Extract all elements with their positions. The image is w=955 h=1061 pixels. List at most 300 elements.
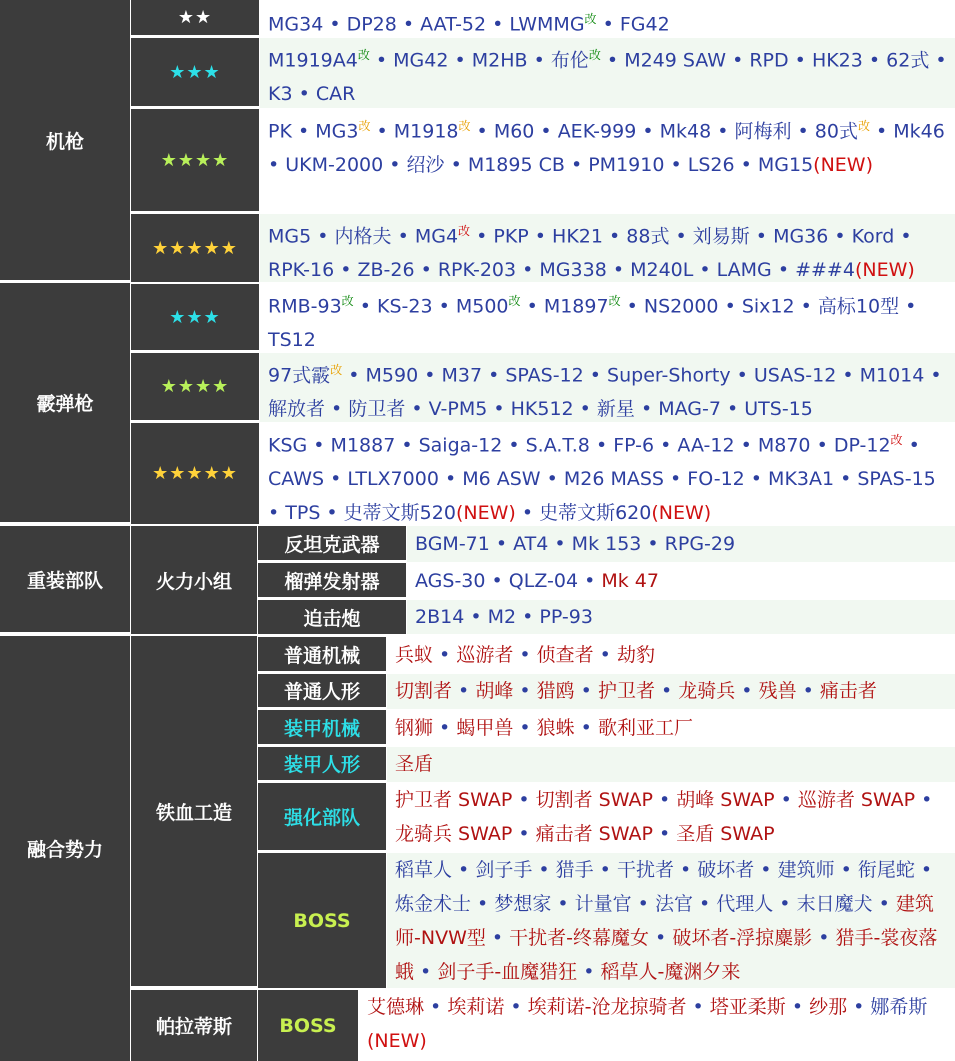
separator-dot: • — [433, 717, 457, 739]
separator-dot: • — [424, 996, 448, 1018]
separator-dot: • — [515, 502, 540, 524]
list-item-link[interactable]: MG338 — [539, 259, 607, 282]
separator-dot: • — [370, 120, 394, 143]
separator-dot: • — [482, 364, 506, 387]
list-item-link[interactable]: K3 — [268, 83, 293, 106]
list-item-link[interactable]: M870 — [757, 434, 811, 457]
list-item-link[interactable]: 阿梅利 — [734, 120, 792, 143]
list-item-link[interactable]: M26 MASS — [563, 468, 664, 491]
list-item-link[interactable]: RPK-203 — [437, 259, 517, 282]
separator-dot: • — [528, 225, 553, 248]
separator-dot: • — [649, 927, 673, 949]
separator-dot: • — [872, 893, 896, 915]
separator-dot: • — [334, 259, 358, 282]
weapon-list — [407, 600, 955, 634]
list-item-link[interactable]: HK512 — [510, 398, 574, 421]
separator-dot: • — [720, 398, 745, 421]
separator-dot: • — [634, 398, 659, 421]
weapon-list — [260, 214, 955, 282]
list-item-link[interactable]: Mk46 — [893, 120, 945, 143]
list-item-link[interactable]: M1918 — [393, 120, 459, 143]
list-item-link[interactable]: 62式 — [886, 49, 930, 72]
separator-dot: • — [730, 364, 754, 387]
enemy-list — [387, 783, 955, 852]
list-item-link[interactable]: M590 — [365, 364, 419, 387]
separator-dot: • — [664, 468, 688, 491]
list-item-link[interactable]: 内格夫 — [334, 225, 392, 248]
list-item-link[interactable]: AGS-30 — [415, 570, 486, 592]
rating-4-star: ★★★★ — [131, 109, 259, 213]
separator-dot: • — [673, 859, 698, 881]
separator-dot: • — [470, 120, 494, 143]
list-item-link[interactable]: 剑子手 — [475, 859, 533, 881]
list-item-link[interactable]: FP-6 — [613, 434, 655, 457]
separator-dot: • — [899, 295, 917, 318]
list-item-link[interactable]: 圣盾 — [395, 753, 434, 775]
separator-dot: • — [593, 859, 617, 881]
separator-dot: • — [915, 789, 933, 811]
subcat-regular-humanoid: 普通人形 — [258, 674, 386, 709]
list-item-link[interactable]: TPS — [285, 502, 321, 524]
mod-badge: 改 — [588, 48, 601, 62]
list-item-link[interactable]: FG42 — [619, 13, 670, 36]
separator-dot: • — [383, 154, 407, 177]
separator-dot: • — [744, 468, 769, 491]
separator-dot: • — [583, 364, 608, 387]
separator-dot: • — [486, 13, 510, 36]
subcat-enhanced-unit: 强化部队 — [258, 783, 386, 852]
separator-dot: • — [929, 49, 947, 72]
mod-badge: 改 — [357, 48, 370, 62]
separator-dot: • — [418, 364, 442, 387]
weapon-list — [260, 353, 955, 422]
subcat-armored-mech: 装甲机械 — [258, 710, 386, 746]
list-item-link[interactable]: 塔亚柔斯 — [709, 996, 786, 1018]
new-badge: (NEW) — [455, 502, 516, 524]
list-item-link[interactable]: 埃莉诺 — [447, 996, 505, 1018]
list-item-link[interactable]: ###4 — [795, 259, 855, 282]
list-item-link[interactable]: M6 ASW — [462, 468, 541, 491]
separator-dot: • — [796, 680, 820, 702]
list-item-link[interactable]: 稻草人 — [395, 859, 453, 881]
separator-dot: • — [551, 893, 575, 915]
list-item-link[interactable]: 2B14 — [415, 606, 465, 628]
enemy-list — [387, 674, 955, 709]
list-item-link[interactable]: BGM-71 — [415, 533, 490, 555]
list-item-link[interactable]: 80式 — [814, 120, 858, 143]
separator-dot: • — [602, 225, 627, 248]
enemy-list — [387, 747, 955, 782]
list-item-link[interactable]: M249 SAW — [624, 49, 727, 72]
list-item-link[interactable]: LS26 — [687, 154, 735, 177]
list-item-link[interactable]: 干扰者 — [616, 859, 674, 881]
list-item-link[interactable]: CAR — [315, 83, 356, 106]
subcat-boss: BOSS — [258, 853, 386, 988]
weapon-list — [407, 563, 955, 599]
weapon-list — [260, 284, 955, 352]
separator-dot: • — [323, 13, 347, 36]
separator-dot: • — [369, 49, 394, 72]
separator-dot: • — [834, 859, 858, 881]
weapon-list — [260, 2, 955, 36]
separator-dot: • — [433, 644, 457, 666]
separator-dot: • — [405, 398, 429, 421]
list-item-link[interactable]: MG5 — [268, 225, 312, 248]
list-item-link[interactable]: MG42 — [393, 49, 449, 72]
separator-dot: • — [574, 717, 598, 739]
mod-badge: 改 — [330, 363, 343, 377]
list-item-link[interactable]: 新星 — [596, 398, 635, 421]
separator-dot: • — [693, 259, 717, 282]
list-item-link[interactable]: MG3 — [315, 120, 359, 143]
mod-badge: 改 — [584, 12, 597, 26]
separator-dot: • — [432, 295, 456, 318]
weapon-list — [407, 526, 955, 562]
separator-dot: • — [692, 893, 717, 915]
list-item-link[interactable]: 史蒂文斯520 — [343, 502, 456, 524]
list-item-link[interactable]: S.A.T.8 — [525, 434, 590, 457]
list-item-link[interactable]: 建筑师-NVW型 — [395, 893, 934, 949]
separator-dot: • — [268, 154, 286, 177]
separator-dot: • — [812, 927, 836, 949]
list-item-link[interactable]: 艾德琳 — [367, 996, 425, 1018]
list-item-link[interactable]: M500 — [455, 295, 509, 318]
list-item-link[interactable]: AT4 — [513, 533, 549, 555]
separator-dot: • — [540, 468, 564, 491]
list-item-link[interactable]: 胡峰 SWAP — [676, 789, 775, 811]
separator-dot: • — [485, 927, 510, 949]
list-item-link[interactable]: M60 — [493, 120, 535, 143]
separator-dot: • — [396, 13, 421, 36]
section-machine-gun: 机枪 — [0, 0, 130, 282]
separator-dot: • — [596, 13, 620, 36]
separator-dot: • — [512, 789, 536, 811]
list-item-link[interactable]: M1895 CB — [467, 154, 565, 177]
separator-dot: • — [810, 434, 834, 457]
list-item-link[interactable]: 切割者 — [395, 680, 453, 702]
rating-3-star: ★★★ — [131, 38, 259, 108]
list-item-link[interactable]: M1919A4 — [268, 49, 358, 72]
list-item-link[interactable]: 护卫者 SWAP — [395, 789, 513, 811]
list-item-link[interactable]: Mk48 — [659, 120, 712, 143]
separator-dot: • — [311, 225, 335, 248]
list-item-link[interactable]: FO-12 — [687, 468, 745, 491]
list-item-link[interactable]: RMB-93 — [268, 295, 342, 318]
separator-dot: • — [516, 606, 540, 628]
list-item-link[interactable]: M1014 — [859, 364, 925, 387]
enemy-list — [359, 990, 955, 1061]
separator-dot: • — [791, 120, 815, 143]
list-item-link[interactable]: 末日魔犬 — [796, 893, 873, 915]
separator-dot: • — [652, 789, 677, 811]
separator-dot: • — [534, 120, 558, 143]
separator-dot: • — [654, 680, 679, 702]
enemy-list — [387, 710, 955, 746]
list-item-link[interactable]: DP28 — [346, 13, 397, 36]
separator-dot: • — [862, 49, 887, 72]
mod-badge: 改 — [508, 294, 521, 308]
list-item-link[interactable]: Six12 — [741, 295, 795, 318]
separator-dot: • — [828, 225, 852, 248]
list-item-link[interactable]: 建筑师 — [777, 859, 835, 881]
separator-dot: • — [774, 789, 798, 811]
separator-dot: • — [636, 120, 660, 143]
list-item-link[interactable]: NS2000 — [643, 295, 719, 318]
list-item-link[interactable]: 护卫者 — [597, 680, 655, 702]
list-item-link[interactable]: 破坏者-浮掠麋影 — [672, 927, 813, 949]
weapon-list — [260, 38, 955, 108]
separator-dot: • — [771, 259, 796, 282]
separator-dot: • — [307, 434, 331, 457]
list-item-link[interactable]: 切割者 SWAP — [535, 789, 653, 811]
separator-dot: • — [452, 680, 476, 702]
list-item-link[interactable]: M2HB — [471, 49, 528, 72]
list-item-link[interactable]: M1887 — [330, 434, 396, 457]
list-item-link[interactable]: 龙骑兵 SWAP — [395, 823, 513, 845]
list-item-link[interactable]: Kord — [851, 225, 895, 248]
list-item-link[interactable]: 娜希斯 — [870, 996, 928, 1018]
list-item-link[interactable]: MG4 — [414, 225, 459, 248]
separator-dot: • — [606, 259, 631, 282]
separator-dot: • — [438, 468, 463, 491]
list-item-link[interactable]: 歌利亚工厂 — [597, 717, 693, 739]
subcat-anti-tank: 反坦克武器 — [258, 526, 406, 562]
separator-dot: • — [718, 295, 742, 318]
list-item-link[interactable]: 绍沙 — [406, 154, 445, 177]
list-item-link[interactable]: PKP — [493, 225, 529, 248]
separator-dot: • — [735, 680, 759, 702]
list-item-link[interactable]: 97式霰 — [268, 364, 331, 387]
list-item-link[interactable]: 破坏者 — [697, 859, 755, 881]
separator-dot: • — [342, 364, 366, 387]
list-item-link[interactable]: AEK-999 — [557, 120, 637, 143]
list-item-link[interactable]: 胡峰 — [475, 680, 514, 702]
list-item-link[interactable]: Mk 47 — [601, 570, 659, 592]
separator-dot: • — [527, 49, 551, 72]
list-item-link[interactable]: 稻草人-魔渊夕来 — [600, 961, 741, 983]
separator-dot: • — [754, 859, 778, 881]
group-sangvis-ferri: 铁血工造 — [131, 636, 257, 988]
list-item-link[interactable]: MG34 — [268, 13, 324, 36]
list-item-link[interactable]: AA-12 — [677, 434, 735, 457]
list-item-link[interactable]: Super-Shorty — [607, 364, 731, 387]
list-item-link[interactable]: CAWS — [268, 468, 325, 491]
list-item-link[interactable]: 布伦 — [550, 49, 589, 72]
list-item-link[interactable]: 纱那 — [809, 996, 848, 1018]
separator-dot: • — [631, 893, 655, 915]
list-item-link[interactable]: UKM-2000 — [285, 154, 384, 177]
list-item-link[interactable]: DP-12 — [833, 434, 891, 457]
separator-dot: • — [353, 295, 377, 318]
mod-badge: 改 — [358, 119, 371, 133]
separator-dot: • — [686, 996, 710, 1018]
separator-dot: • — [734, 154, 758, 177]
separator-dot: • — [924, 364, 942, 387]
separator-dot: • — [452, 859, 476, 881]
separator-dot: • — [444, 154, 468, 177]
list-item-link[interactable]: 侦查者 — [536, 644, 594, 666]
separator-dot: • — [548, 533, 572, 555]
list-item-link[interactable]: USAS-12 — [753, 364, 837, 387]
separator-dot: • — [448, 49, 472, 72]
separator-dot: • — [894, 225, 912, 248]
list-item-link[interactable]: 解放者 — [268, 398, 326, 421]
separator-dot: • — [489, 533, 514, 555]
separator-dot: • — [414, 961, 438, 983]
group-paradeus: 帕拉蒂斯 — [131, 990, 257, 1061]
list-item-link[interactable]: TS12 — [268, 329, 316, 352]
list-item-link[interactable]: 防卫者 — [348, 398, 406, 421]
list-item-link[interactable]: 猎鸥 — [536, 680, 575, 702]
rating-5-star: ★★★★★ — [131, 423, 259, 524]
separator-dot: • — [577, 961, 601, 983]
list-item-link[interactable]: QLZ-04 — [508, 570, 579, 592]
list-item-link[interactable]: M1897 — [543, 295, 609, 318]
list-item-link[interactable]: 炼金术士 — [395, 893, 472, 915]
list-item-link[interactable]: 钢狮 — [395, 717, 434, 739]
list-item-link[interactable]: RPD — [749, 49, 789, 72]
list-item-link[interactable]: 痛击者 — [819, 680, 877, 702]
separator-dot: • — [734, 434, 758, 457]
list-item-link[interactable]: 计量官 — [574, 893, 632, 915]
list-item-link[interactable]: 衔尾蛇 — [857, 859, 915, 881]
separator-dot: • — [513, 644, 537, 666]
list-item-link[interactable]: 狼蛛 — [536, 717, 575, 739]
list-item-link[interactable]: M240L — [630, 259, 694, 282]
separator-dot: • — [564, 154, 589, 177]
list-item-link[interactable]: MAG-7 — [658, 398, 721, 421]
separator-dot: • — [589, 434, 614, 457]
list-item-link[interactable]: SPAS-12 — [505, 364, 584, 387]
mod-badge: 改 — [857, 119, 870, 133]
list-item-link[interactable]: PK — [268, 120, 292, 143]
separator-dot: • — [794, 295, 818, 318]
list-item-link[interactable]: 刘易斯 — [692, 225, 750, 248]
list-item-link[interactable]: Mk 153 — [571, 533, 642, 555]
list-item-link[interactable]: 龙骑兵 — [678, 680, 736, 702]
list-item-link[interactable]: LTLX7000 — [347, 468, 439, 491]
list-item-link[interactable]: 残兽 — [758, 680, 797, 702]
list-item-link[interactable]: 猎手-裳夜落蛾 — [395, 927, 938, 983]
separator-dot: • — [325, 398, 349, 421]
separator-dot: • — [516, 259, 540, 282]
list-item-link[interactable]: RPK-16 — [268, 259, 335, 282]
separator-dot: • — [669, 225, 693, 248]
list-item-link[interactable]: 蝎甲兽 — [456, 717, 514, 739]
list-item-link[interactable]: 88式 — [626, 225, 670, 248]
list-item-link[interactable]: 劫豹 — [616, 644, 655, 666]
list-item-link[interactable]: 圣盾 SWAP — [676, 823, 775, 845]
list-item-link[interactable]: UTS-15 — [744, 398, 813, 421]
separator-dot: • — [520, 295, 544, 318]
list-item-link[interactable]: 干扰者-终幕魔女 — [509, 927, 650, 949]
list-item-link[interactable]: 痛击者 SWAP — [535, 823, 653, 845]
separator-dot: • — [834, 468, 858, 491]
mod-badge: 改 — [458, 224, 471, 238]
separator-dot: • — [502, 434, 526, 457]
separator-dot: • — [785, 996, 810, 1018]
list-item-link[interactable]: KS-23 — [376, 295, 433, 318]
new-badge: (NEW) — [367, 1030, 427, 1052]
list-item-link[interactable]: M2 — [487, 606, 517, 628]
separator-dot: • — [292, 83, 316, 106]
subcat-armored-humanoid: 装甲人形 — [258, 747, 386, 782]
list-item-link[interactable]: M37 — [441, 364, 483, 387]
separator-dot: • — [504, 996, 528, 1018]
separator-dot: • — [847, 996, 871, 1018]
list-item-link[interactable]: 高标10型 — [817, 295, 900, 318]
list-item-link[interactable]: 法官 — [654, 893, 693, 915]
list-item-link[interactable]: AAT-52 — [420, 13, 487, 36]
list-item-link[interactable]: 梦想家 — [494, 893, 552, 915]
list-item-link[interactable]: HK23 — [811, 49, 863, 72]
separator-dot: • — [291, 120, 316, 143]
separator-dot: • — [641, 533, 665, 555]
separator-dot: • — [726, 49, 750, 72]
list-item-link[interactable]: 猎手 — [555, 859, 594, 881]
separator-dot: • — [487, 398, 511, 421]
list-item-link[interactable]: HK21 — [552, 225, 603, 248]
list-item-link[interactable]: 剑子手-血魔猎狂 — [437, 961, 578, 983]
list-item-link[interactable]: PM1910 — [588, 154, 665, 177]
list-item-link[interactable]: 埃莉诺-沧龙掠骑者 — [527, 996, 687, 1018]
subcat-mortar: 迫击炮 — [258, 600, 406, 634]
separator-dot: • — [471, 893, 495, 915]
separator-dot: • — [652, 823, 677, 845]
list-item-link[interactable]: SPAS-15 — [857, 468, 936, 491]
list-item-link[interactable]: V-PM5 — [428, 398, 488, 421]
subcat-grenade-launcher: 榴弹发射器 — [258, 563, 406, 599]
separator-dot: • — [664, 154, 688, 177]
subcat-boss: BOSS — [258, 990, 358, 1061]
separator-dot: • — [532, 859, 556, 881]
list-item-link[interactable]: 代理人 — [716, 893, 774, 915]
list-item-link[interactable]: MK3A1 — [768, 468, 835, 491]
list-item-link[interactable]: PP-93 — [539, 606, 593, 628]
list-item-link[interactable]: 巡游者 SWAP — [797, 789, 916, 811]
separator-dot: • — [600, 49, 625, 72]
list-item-link[interactable]: KSG — [268, 434, 308, 457]
separator-dot: • — [513, 680, 537, 702]
separator-dot: • — [711, 120, 735, 143]
separator-dot: • — [320, 502, 344, 524]
separator-dot: • — [593, 644, 617, 666]
section-fusion-faction: 融合势力 — [0, 636, 130, 1061]
list-item-link[interactable]: LAMG — [716, 259, 772, 282]
list-item-link[interactable]: Saiga-12 — [418, 434, 503, 457]
separator-dot: • — [513, 717, 537, 739]
separator-dot: • — [749, 225, 774, 248]
list-item-link[interactable]: 史蒂文斯620 — [539, 502, 652, 524]
separator-dot: • — [268, 502, 286, 524]
list-item-link[interactable]: MG15 — [757, 154, 814, 177]
list-item-link[interactable]: MG36 — [773, 225, 829, 248]
new-badge: (NEW) — [854, 259, 915, 282]
list-item-link[interactable]: ZB-26 — [357, 259, 415, 282]
separator-dot: • — [578, 570, 602, 592]
list-item-link[interactable]: LWMMG — [509, 13, 585, 36]
rating-5-star: ★★★★★ — [131, 214, 259, 282]
list-item-link[interactable]: 巡游者 — [456, 644, 514, 666]
group-fire-team: 火力小组 — [131, 526, 257, 634]
list-item-link[interactable]: RPG-29 — [664, 533, 736, 555]
list-item-link[interactable]: 兵蚁 — [395, 644, 434, 666]
section-heavy-unit: 重装部队 — [0, 526, 130, 634]
subcat-regular-mech: 普通机械 — [258, 637, 386, 673]
weapon-list — [260, 109, 955, 213]
separator-dot: • — [836, 364, 860, 387]
separator-dot: • — [512, 823, 536, 845]
